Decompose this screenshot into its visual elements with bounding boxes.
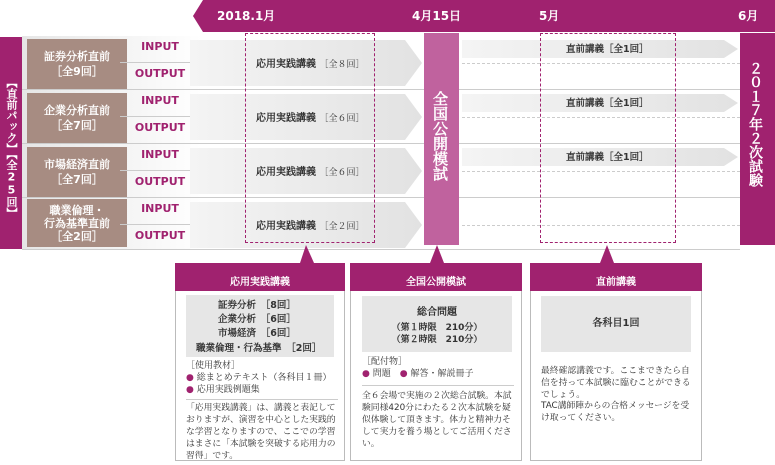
mock-box-line: （第２時限 210分） xyxy=(391,335,483,345)
direct-label: 直前講義［全1回］ xyxy=(566,152,649,163)
timeline-label-apr15: 4月15日 xyxy=(412,9,462,23)
subject-name: 職業倫理・ xyxy=(49,203,105,217)
subject-count: ［全2回］ xyxy=(51,229,103,243)
subject-box xyxy=(27,39,127,89)
practice-panel-title: 応用実践講義 xyxy=(175,275,345,291)
subject-count: ［全9回］ xyxy=(51,65,103,78)
mock-panel-title: 全国公開模試 xyxy=(350,275,522,291)
input-label: INPUT xyxy=(141,40,179,53)
practice-materials: ［使用教材］ ● 総まとめテキスト（各科目１冊） ● 応用実践例題集 xyxy=(186,361,332,395)
practice-highlight xyxy=(245,33,375,243)
subject-name: 企業分析直前 xyxy=(44,104,110,117)
input-label: INPUT xyxy=(141,202,179,215)
practice-description: 「応用実践講義」は、講義と表記しておりますが、演習を中心とした実践的な学習となりますので、ここでの学習はまさに「本試験を突破する応用力の習得」です。 xyxy=(186,399,338,462)
input-label: INPUT xyxy=(141,148,179,161)
practice-label: 応用実践講義 ［全６回］ xyxy=(256,167,365,178)
mock-exam-column xyxy=(424,33,459,245)
timeline-label-jun: 6月 xyxy=(738,9,759,23)
direct-label: 直前講義［全1回］ xyxy=(566,44,649,55)
direct-panel-title: 直前講義 xyxy=(530,275,702,291)
timeline xyxy=(0,0,775,32)
subject-count: ［全7回］ xyxy=(51,173,103,186)
practice-label: 応用実践講義 ［全６回］ xyxy=(256,113,365,124)
mock-box-line: （第１時限 210分） xyxy=(391,323,483,333)
subject-count: ［全7回］ xyxy=(51,119,103,132)
subject-box xyxy=(27,199,127,247)
practice-subject: 証券分析 ［8回］ xyxy=(218,300,296,311)
pack-label: 【直前パック】【全25回】 xyxy=(5,77,18,219)
mock-handouts: ［配付物］ ● 問題 ● 解答・解説冊子 xyxy=(362,357,474,379)
subject-box xyxy=(27,147,127,197)
callout-pointers xyxy=(0,245,775,277)
direct-highlight xyxy=(540,33,676,243)
subject-name: 市場経済直前 xyxy=(44,158,110,171)
direct-label: 直前講義［全1回］ xyxy=(566,98,649,109)
timeline-label-may: 5月 xyxy=(539,9,560,23)
mock-box-title: 総合問題 xyxy=(417,307,457,318)
practice-label: 応用実践講義 ［全２回］ xyxy=(256,221,365,232)
exam-label: ２０１７年２次試験 xyxy=(747,61,763,187)
subject-name: 行為基準直前 xyxy=(44,216,110,230)
direct-box-title: 各科目1回 xyxy=(592,318,640,329)
practice-subject: 市場経済 ［6回］ xyxy=(218,328,296,339)
output-label: OUTPUT xyxy=(134,121,186,134)
subject-name: 証券分析直前 xyxy=(44,50,110,63)
subject-box xyxy=(27,93,127,143)
output-label: OUTPUT xyxy=(134,67,186,80)
direct-message: TAC講師陣からの合格メッセージを受け取ってください。 xyxy=(541,401,690,423)
mock-exam-label: 全国公開模試 xyxy=(431,91,449,181)
timeline-label-jan: 2018.1月 xyxy=(217,9,276,23)
direct-description: 最終確認講義です。ここまできたら自信を持って本試験に臨むことができるでしょう。 xyxy=(541,366,691,400)
mock-description: 全６会場で実施の２次総合試験。本試験同様420分にわたる２次本試験を疑似体験して頂きます。体力と精神力そして実力を養う場としてご活用ください。 xyxy=(362,385,514,450)
practice-subject: 企業分析 ［6回］ xyxy=(218,314,296,325)
output-label: OUTPUT xyxy=(134,229,186,242)
output-label: OUTPUT xyxy=(134,175,186,188)
timeline-bar xyxy=(0,0,775,32)
input-label: INPUT xyxy=(141,94,179,107)
practice-label: 応用実践講義 ［全８回］ xyxy=(256,59,365,70)
practice-subject: 職業倫理・行為基準 ［2回］ xyxy=(196,343,322,354)
exam-column xyxy=(740,33,775,245)
pack-column xyxy=(0,37,22,249)
